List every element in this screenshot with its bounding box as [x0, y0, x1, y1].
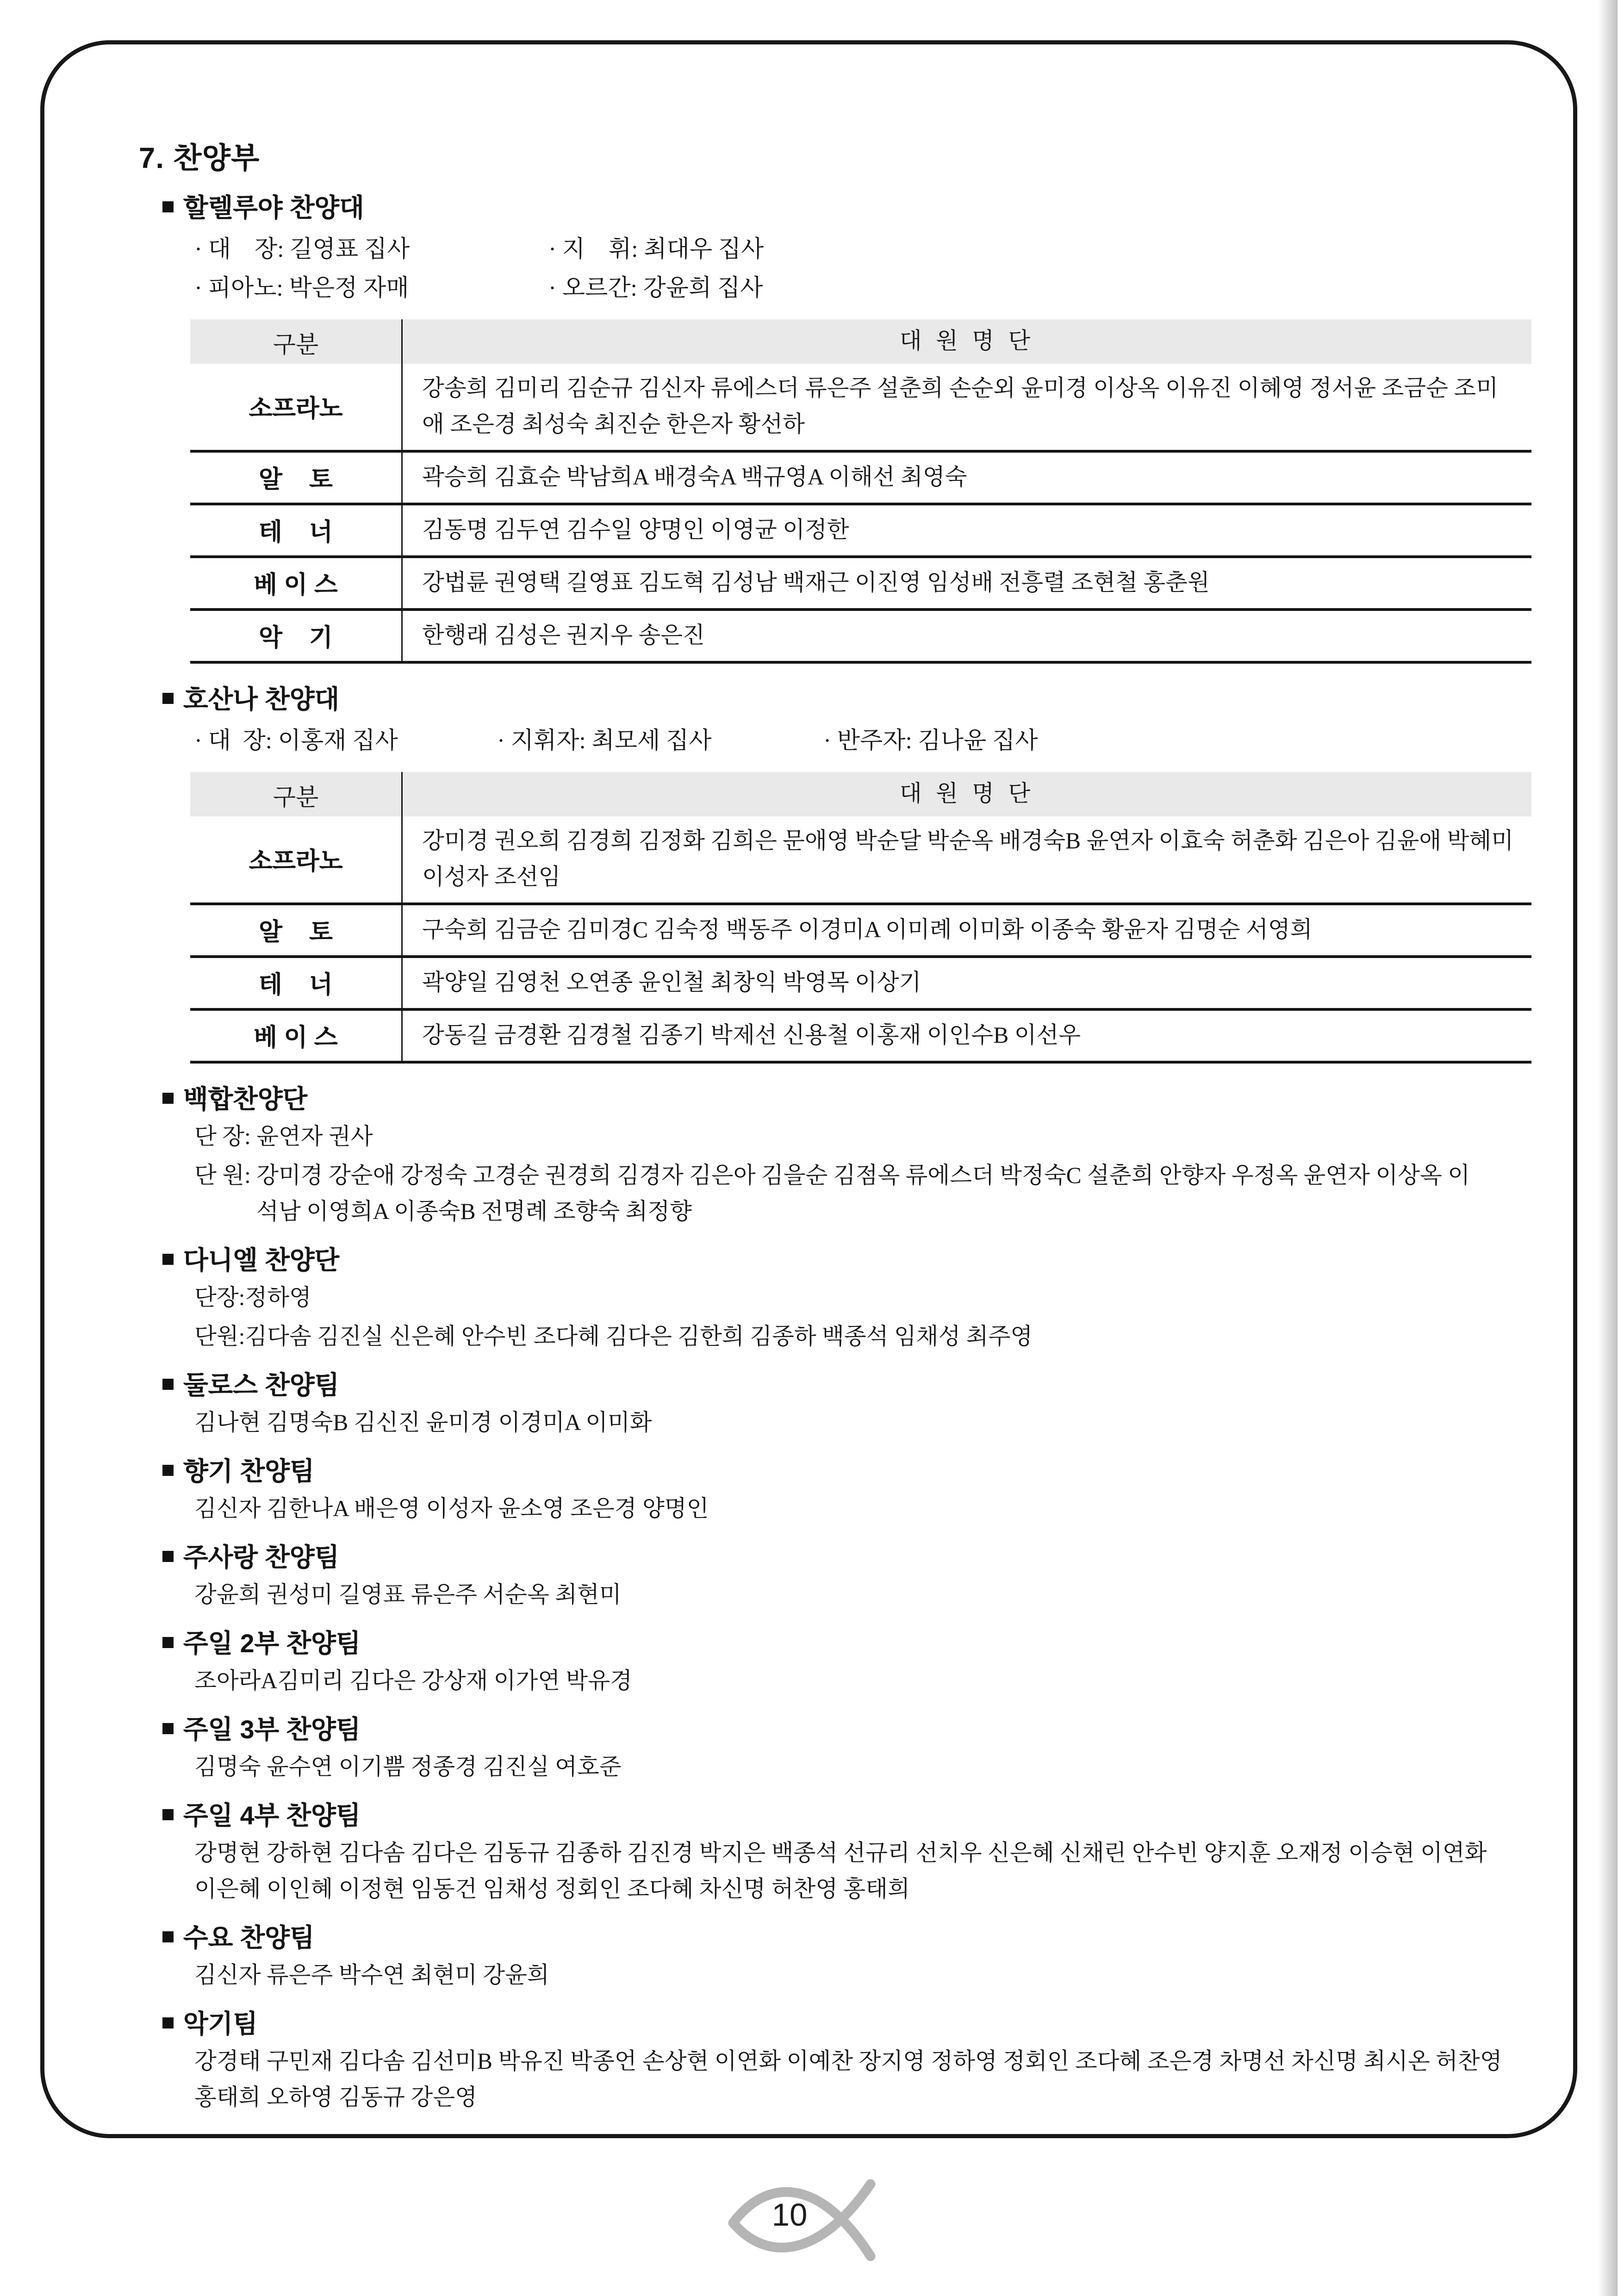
section-header: [162, 1624, 1618, 1661]
section-header: [162, 1452, 1618, 1488]
section-wednesday: [162, 1919, 1618, 1994]
labeled-line: [194, 1280, 1618, 1316]
part-label: 악 기: [190, 611, 403, 661]
part-label: 테 너: [190, 505, 403, 555]
square-bullet-icon: [162, 1254, 174, 1265]
leader-line: · 피아노: 박은정 자매: [194, 275, 409, 301]
table-row: [190, 902, 1531, 955]
table-row: [190, 503, 1531, 555]
members-text: 김명숙 윤수연 이기쁨 정종경 김진실 여호준: [194, 1754, 622, 1780]
section-sunday-2bu: [162, 1624, 1618, 1699]
section-daniel: [162, 1241, 1618, 1355]
leader-line: · 오르간: 강윤희 집사: [548, 275, 763, 301]
section-header: [162, 2005, 1618, 2041]
members-text: 김신자 김한나A 배은영 이성자 윤소영 조은경 양명인: [194, 1495, 709, 1522]
members-text: 강미경 권오희 김경희 김정화 김희은 문애영 박순달 박순옥 배경숙B 윤연자 이효숙 허춘화 김은아 김윤애 박혜미 이성자 조선임: [422, 828, 1514, 890]
members-text: 김나현 김명숙B 김신진 윤미경 이경미A 이미화: [194, 1409, 652, 1436]
line-label: 단장:: [194, 1284, 245, 1311]
section-header-hosanna: [162, 680, 1618, 716]
members-text: 김동명 김두연 김수일 양명인 이영균 이정한: [422, 516, 849, 543]
leader-line: · 반주자: 김나윤 집사: [823, 728, 1038, 754]
hallelujah-roster-table: [190, 319, 1531, 664]
leader-line: · 대 장: 길영표 집사: [194, 236, 410, 262]
labeled-line: [194, 1119, 1618, 1155]
leader-line: · 지휘자: 최모세 집사: [497, 728, 712, 754]
labeled-line: [194, 1319, 1618, 1355]
square-bullet-icon: [162, 201, 174, 212]
members-text: 강경태 구민재 김다솜 김선미B 박유진 박종언 손상현 이연화 이예찬 장지영 정하영 정회인 조다혜 조은경 차명선 차신명 최시온 허찬영 홍태희 오하영 김동규 강은영: [194, 2048, 1502, 2110]
part-label: 테 너: [190, 958, 403, 1008]
page-number: 10: [772, 2196, 808, 2233]
section-header: [162, 1538, 1618, 1574]
section-title: 주일 2부 찬양팀: [183, 1629, 361, 1658]
header-cell-members: 대 원 명 단: [899, 780, 1035, 807]
members-text: 구숙희 김금순 김미경C 김숙정 백동주 이경미A 이미례 이미화 이종숙 황윤자 김명순 서영희: [422, 916, 1313, 943]
square-bullet-icon: [162, 1931, 174, 1942]
part-label: 알 토: [190, 453, 403, 503]
section-baekhap: [162, 1080, 1618, 1230]
line-label: 단원:: [194, 1323, 245, 1350]
header-cell-part: 구분: [190, 772, 403, 816]
header-cell-part: 구분: [190, 319, 403, 364]
fish-page-marker: [724, 2173, 894, 2267]
section-hyanggi: [162, 1452, 1618, 1527]
section-title: 호산나 찬양대: [183, 684, 340, 714]
section-jusarang: [162, 1538, 1618, 1613]
table-row: [190, 1008, 1531, 1061]
part-label: 알 토: [190, 905, 403, 955]
square-bullet-icon: [162, 693, 174, 704]
members-text: 강명현 강하현 김다솜 김다은 김동규 김종하 김진경 박지은 백종석 선규리 선치우 신은혜 신채린 안수빈 양지훈 오재정 이승현 이연화 이은혜 이인혜 이정현 임동건 임채성 정회인 조다혜 차신명 허찬영 홍태희: [194, 1840, 1487, 1902]
members-text: 조아라A김미리 김다은 강상재 이가연 박유경: [194, 1668, 632, 1694]
members-text: 곽승희 김효순 박남희A 배경숙A 백규영A 이해선 최영숙: [422, 464, 967, 490]
part-label: 소프라노: [190, 364, 403, 450]
table-row: [190, 555, 1531, 608]
table-header-row: [190, 772, 1531, 816]
square-bullet-icon: [162, 1465, 174, 1476]
members-text: 곽양일 김영천 오연종 윤인철 최창익 박영목 이상기: [422, 969, 921, 996]
square-bullet-icon: [162, 2017, 174, 2028]
section-header: [162, 1919, 1618, 1955]
leader-line: · 지 휘: 최대우 집사: [548, 236, 764, 262]
members-text: 한행래 김성은 권지우 송은진: [422, 622, 705, 648]
part-label: 소프라노: [190, 816, 403, 902]
table-row: [190, 955, 1531, 1008]
section-header: [162, 1797, 1618, 1833]
section-title: 주일 4부 찬양팀: [183, 1801, 361, 1830]
members-text: 강법륜 권영택 길영표 김도혁 김성남 백재근 이진영 임성배 전흥렬 조현철 홍춘원: [422, 569, 1210, 596]
header-cell-members: 대 원 명 단: [899, 328, 1035, 354]
page-title: 7. 찬양부: [139, 143, 260, 175]
section-header-hallelujah: [162, 189, 1618, 225]
section-title: 다니엘 찬양단: [183, 1245, 340, 1275]
section-header: [162, 1241, 1618, 1277]
section-instruments: [162, 2005, 1618, 2116]
line-label: 단 장:: [194, 1123, 257, 1150]
section-header: [162, 1711, 1618, 1747]
square-bullet-icon: [162, 1723, 174, 1734]
members-text: 강윤희 권성미 길영표 류은주 서순옥 최현미: [194, 1581, 622, 1608]
members-text: 강동길 금경환 김경철 김종기 박제선 신용철 이홍재 이인수B 이선우: [422, 1022, 1081, 1048]
part-label: 베 이 스: [190, 558, 403, 608]
part-label: 베 이 스: [190, 1011, 403, 1061]
square-bullet-icon: [162, 1637, 174, 1648]
labeled-line: [194, 1158, 1618, 1230]
section-title: 백합찬양단: [183, 1084, 308, 1114]
line-label: 단 원:: [194, 1162, 257, 1188]
section-sunday-3bu: [162, 1711, 1618, 1786]
table-row: [190, 364, 1531, 450]
section-title: 수요 찬양팀: [183, 1923, 315, 1952]
section-title: 향기 찬양팀: [183, 1456, 315, 1486]
leader-line: · 대 장: 이홍재 집사: [194, 728, 398, 754]
line-value: 강미경 강순애 강정숙 고경순 권경희 김경자 김은아 김을순 김점옥 류에스더 박정숙C 설춘희 안향자 우정옥 윤연자 이상옥 이석남 이영희A 이종숙B 전명례 조향숙 최정향: [256, 1162, 1470, 1225]
table-row: [190, 608, 1531, 661]
section-title: 주사랑 찬양팀: [183, 1543, 340, 1572]
square-bullet-icon: [162, 1809, 174, 1820]
line-value: 윤연자 권사: [256, 1123, 373, 1150]
section-sunday-4bu: [162, 1797, 1618, 1908]
square-bullet-icon: [162, 1093, 174, 1104]
members-text: 강송희 김미리 김순규 김신자 류에스더 류은주 설춘희 손순외 윤미경 이상옥 이유진 이혜영 정서윤 조금순 조미애 조은경 최성숙 최진순 한은자 황선하: [422, 375, 1499, 437]
section-title: 둘로스 찬양팀: [183, 1370, 340, 1400]
hallelujah-leaders: [194, 232, 1618, 307]
hosanna-roster-table: [190, 772, 1531, 1064]
square-bullet-icon: [162, 1551, 174, 1562]
section-title: 주일 3부 찬양팀: [183, 1715, 361, 1744]
section-title: 악기팀: [183, 2009, 258, 2038]
line-value: 김다솜 김진실 신은혜 안수빈 조다혜 김다은 김한희 김종하 백종석 임채성 최주영: [245, 1323, 1033, 1350]
square-bullet-icon: [162, 1379, 174, 1390]
table-row: [190, 816, 1531, 902]
members-text: 김신자 류은주 박수연 최현미 강윤희: [194, 1962, 549, 1988]
hosanna-leaders: [194, 723, 1618, 759]
section-dulos: [162, 1366, 1618, 1441]
section-header: [162, 1080, 1618, 1116]
table-row: [190, 450, 1531, 503]
section-header: [162, 1366, 1618, 1402]
section-title: 할렐루야 찬양대: [183, 193, 364, 222]
line-value: 정하영: [245, 1284, 311, 1311]
table-header-row: [190, 319, 1531, 364]
